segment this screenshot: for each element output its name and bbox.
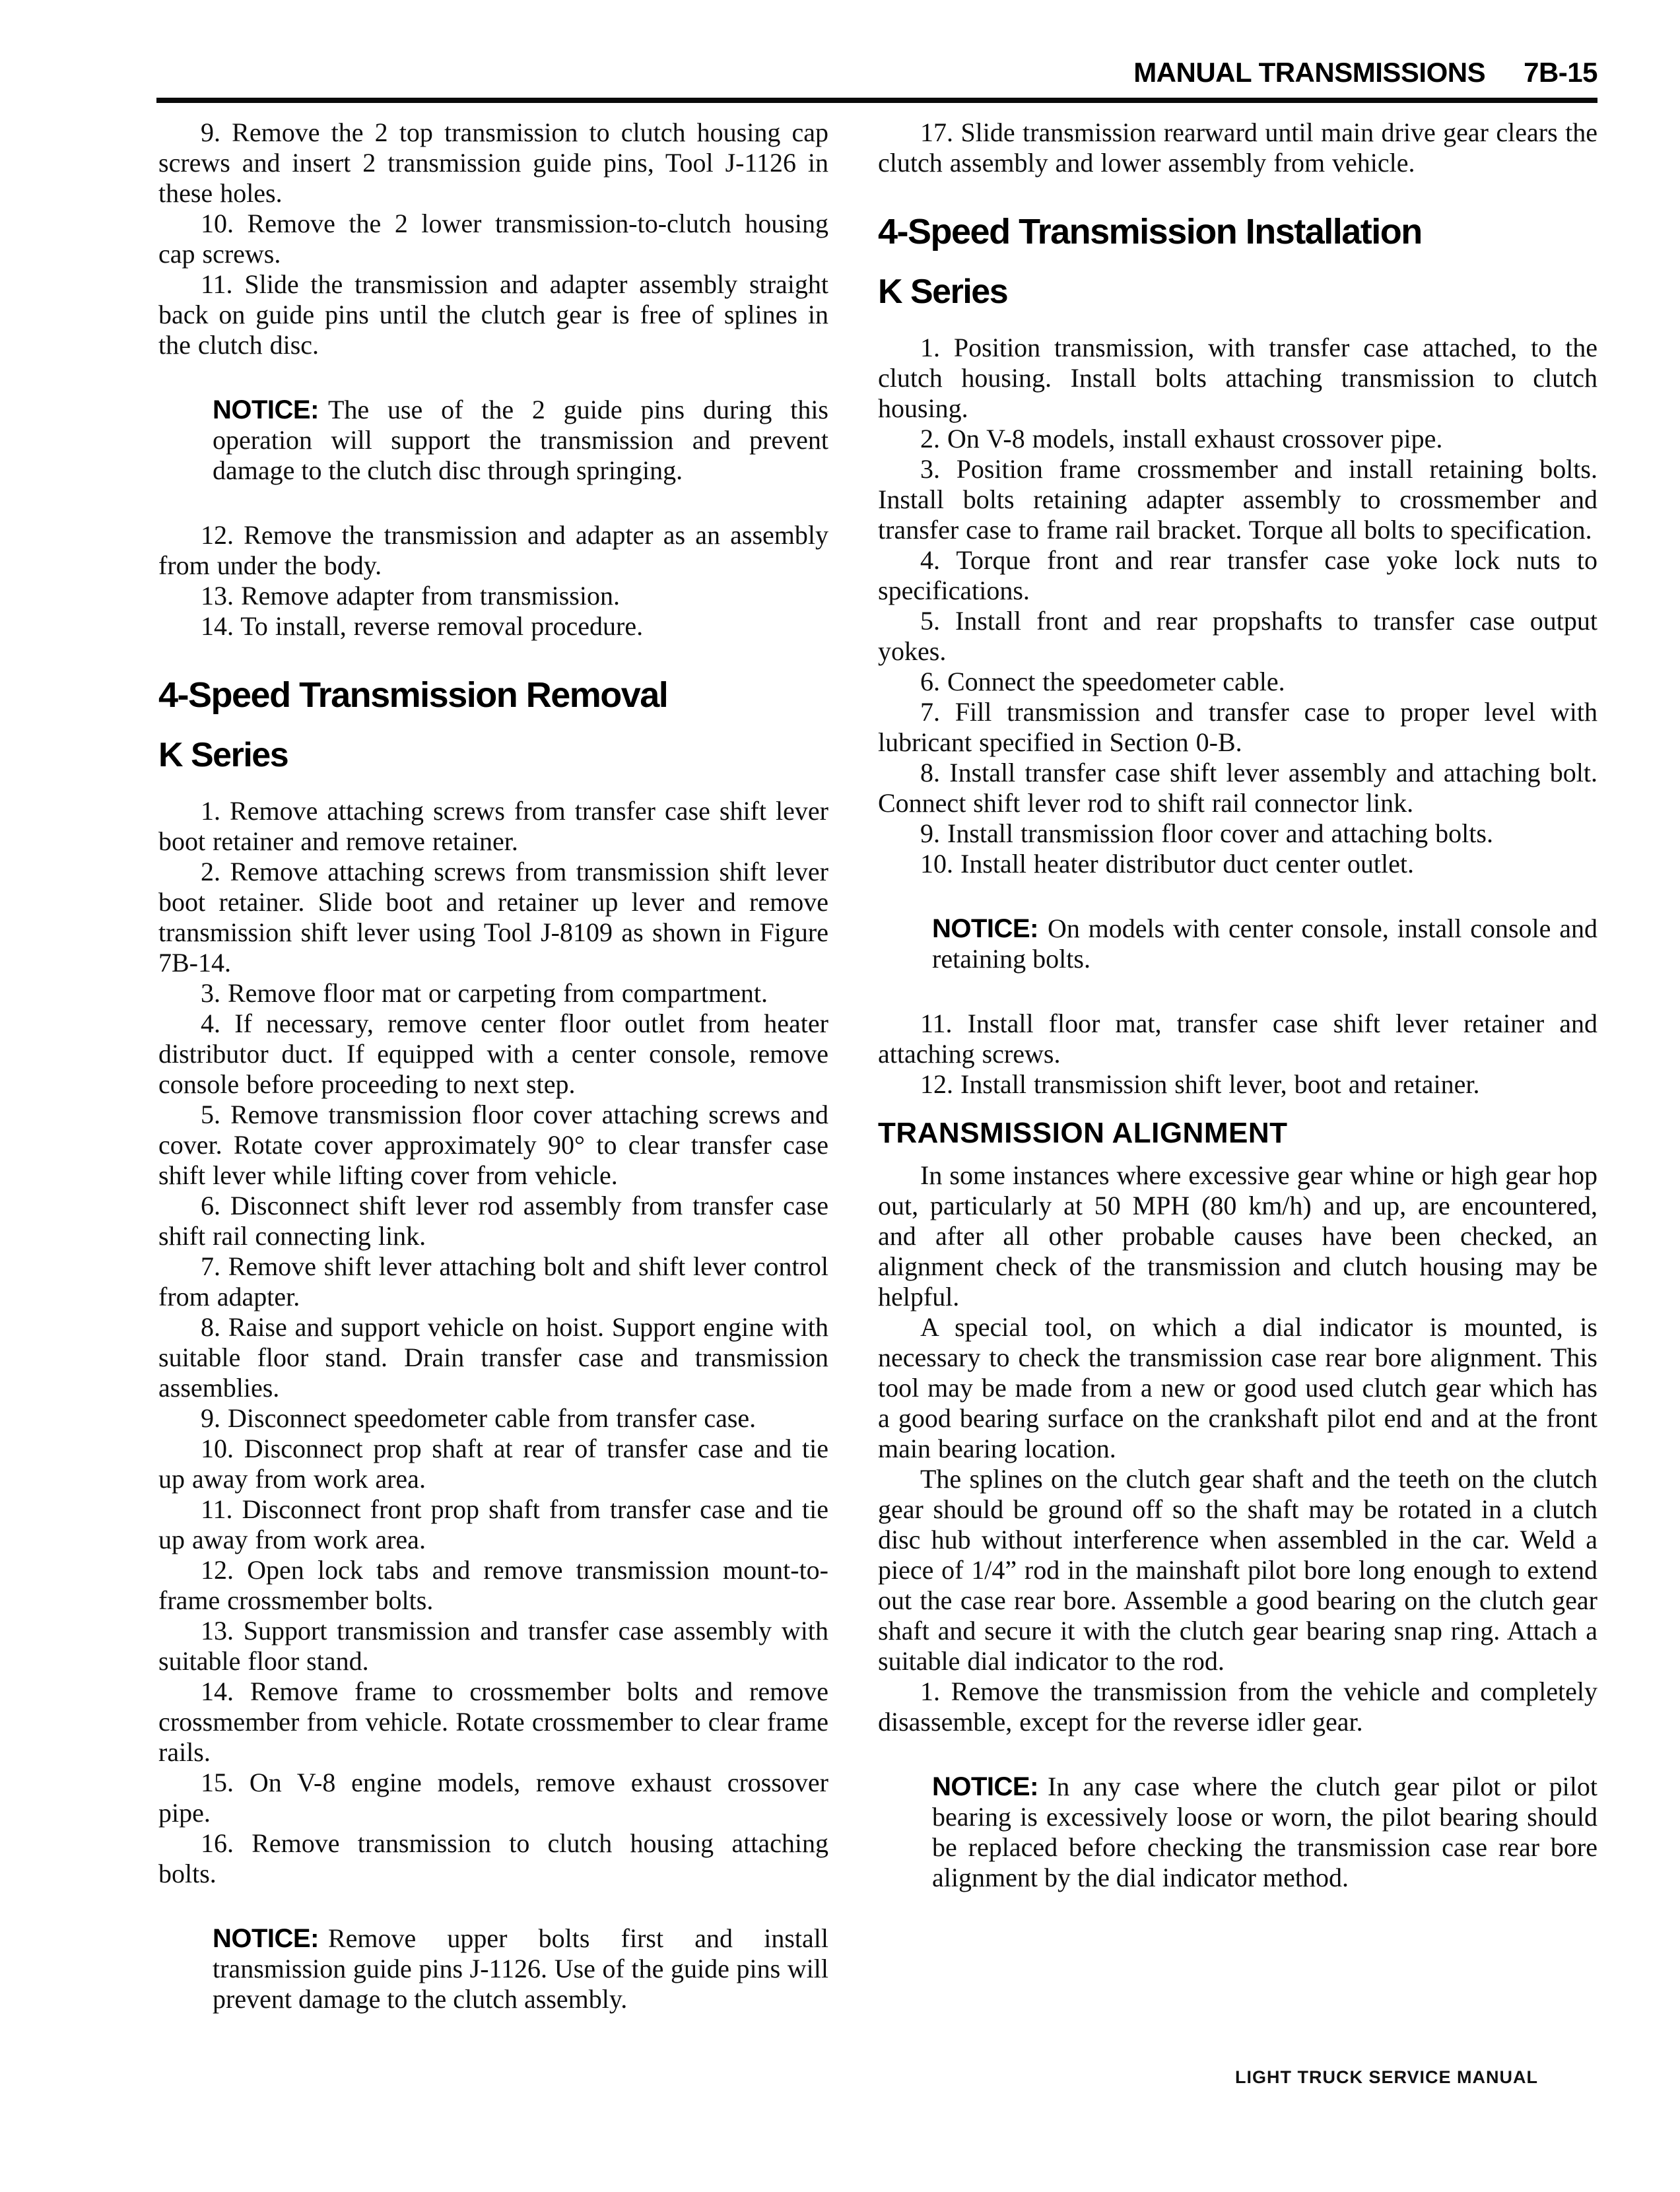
step: 1. Position transmission, with transfer case attached, to the clutch housing. Install bolts attaching transmission to clutch housing. <box>878 333 1597 423</box>
step: 10. Install heater distributor duct center outlet. <box>920 849 1414 879</box>
step: 17. Slide transmission rearward until main drive gear clears the clutch assembly and lower assembly from vehicle. <box>878 117 1597 178</box>
step: 8. Install transfer case shift lever assembly and attaching bolt. Connect shift lever rod to shift rail connector link. <box>878 758 1597 818</box>
step: 11. Disconnect front prop shaft from transfer case and tie up away from work area. <box>158 1494 828 1554</box>
paragraph: The splines on the clutch gear shaft and the teeth on the clutch gear should be ground off so the shaft may be rotated in a clutch disc hub without interference when assembled in the car. Weld a piece of 1/4” rod in the mainshaft pilot bore long enough to extend out the case rear bore. Assemble a good bearing on the clutch gear shaft and secure it with the clutch gear bearing snap ring. Attach a suitable dial indicator to the rod. <box>878 1464 1597 1676</box>
step: 14. To install, reverse removal procedure. <box>201 611 644 641</box>
notice-block <box>932 913 1597 974</box>
notice-label: NOTICE: <box>213 395 319 424</box>
notice-text: On models with center console, install console and retaining bolts. <box>932 913 1597 974</box>
notice-text: In any case where the clutch gear pilot or pilot bearing is excessively loose or worn, the pilot bearing should be replaced before checking the transmission case rear bore alignment by the dial indicator method. <box>932 1772 1597 1892</box>
header-rule <box>156 98 1597 103</box>
step: 1. Remove the transmission from the vehicle and completely disassemble, except for the reverse idler gear. <box>878 1677 1597 1737</box>
notice-label: NOTICE: <box>932 914 1038 943</box>
notice-block <box>932 1772 1597 1893</box>
notice-label: NOTICE: <box>932 1772 1038 1801</box>
notice-block <box>213 395 828 486</box>
step: 9. Disconnect speedometer cable from transfer case. <box>201 1403 756 1433</box>
notice-text: The use of the 2 guide pins during this operation will support the transmission and prevent damage to the clutch disc through springing. <box>213 395 828 485</box>
subheading-k-series: K Series <box>878 273 1008 311</box>
step: 7. Remove shift lever attaching bolt and shift lever control from adapter. <box>158 1251 828 1312</box>
page-header <box>1133 57 1597 88</box>
step: 10. Remove the 2 lower transmission-to-clutch housing cap screws. <box>158 209 828 269</box>
step: 2. Remove attaching screws from transmission shift lever boot retainer. Slide boot and retainer up lever and remove transmission shift lever using Tool J-8109 as shown in Figure 7B-14. <box>158 857 828 978</box>
notice-text: Remove upper bolts first and install transmission guide pins J-1126. Use of the guide pins will prevent damage to the clutch assembly. <box>213 1923 828 2014</box>
step: 9. Remove the 2 top transmission to clutch housing cap screws and insert 2 transmission guide pins, Tool J-1126 in these holes. <box>158 117 828 208</box>
step: 7. Fill transmission and transfer case to proper level with lubricant specified in Section 0-B. <box>878 697 1597 757</box>
step: 4. If necessary, remove center floor outlet from heater distributor duct. If equipped with a center console, remove console before proceeding to next step. <box>158 1009 828 1099</box>
step: 11. Slide the transmission and adapter assembly straight back on guide pins until the clutch gear is free of splines in the clutch disc. <box>158 269 828 360</box>
header-page-number: 7B-15 <box>1524 57 1597 88</box>
step: 14. Remove frame to crossmember bolts and remove crossmember from vehicle. Rotate crossmember to clear frame rails. <box>158 1677 828 1767</box>
section-heading-removal: 4-Speed Transmission Removal <box>158 675 668 715</box>
step: 16. Remove transmission to clutch housing attaching bolts. <box>158 1828 828 1888</box>
paragraph: In some instances where excessive gear whine or high gear hop out, particularly at 50 MPH (80 km/h) and up, are encountered, and after all other probable causes have been checked, an alignment check of the transmission and clutch housing may be helpful. <box>878 1160 1597 1312</box>
step: 5. Install front and rear propshafts to transfer case output yokes. <box>878 606 1597 666</box>
step: 6. Connect the speedometer cable. <box>920 667 1285 696</box>
paragraph: A special tool, on which a dial indicator is mounted, is necessary to check the transmission case rear bore alignment. This tool may be made from a new or good used clutch gear which has a good bearing surface on the crankshaft pilot end and at the front main bearing location. <box>878 1312 1597 1463</box>
step: 12. Install transmission shift lever, boot and retainer. <box>920 1069 1480 1099</box>
step: 13. Support transmission and transfer case assembly with suitable floor stand. <box>158 1616 828 1676</box>
subheading-k-series: K Series <box>158 736 288 774</box>
step: 1. Remove attaching screws from transfer case shift lever boot retainer and remove retainer. <box>158 796 828 856</box>
step: 5. Remove transmission floor cover attaching screws and cover. Rotate cover approximately 90° to clear transfer case shift lever while lifting cover from vehicle. <box>158 1100 828 1190</box>
section-heading-installation: 4-Speed Transmission Installation <box>878 212 1422 251</box>
step: 6. Disconnect shift lever rod assembly from transfer case shift rail connecting link. <box>158 1191 828 1251</box>
left-column <box>158 117 828 2049</box>
step: 8. Raise and support vehicle on hoist. Support engine with suitable floor stand. Drain transfer case and transmission assemblies. <box>158 1312 828 1403</box>
section-heading-alignment: TRANSMISSION ALIGNMENT <box>878 1117 1288 1149</box>
step: 11. Install floor mat, transfer case shift lever retainer and attaching screws. <box>878 1009 1597 1069</box>
notice-block <box>213 1923 828 2014</box>
step: 3. Remove floor mat or carpeting from compartment. <box>201 978 768 1008</box>
notice-label: NOTICE: <box>213 1924 319 1953</box>
header-section-title: MANUAL TRANSMISSIONS <box>1133 57 1486 88</box>
footer-text: LIGHT TRUCK SERVICE MANUAL <box>1234 2067 1538 2087</box>
step: 12. Remove the transmission and adapter as an assembly from under the body. <box>158 520 828 580</box>
step: 13. Remove adapter from transmission. <box>201 581 620 611</box>
step: 9. Install transmission floor cover and attaching bolts. <box>920 818 1493 848</box>
step: 4. Torque front and rear transfer case yoke lock nuts to specifications. <box>878 545 1597 605</box>
step: 10. Disconnect prop shaft at rear of transfer case and tie up away from work area. <box>158 1434 828 1494</box>
step: 2. On V-8 models, install exhaust crossover pipe. <box>920 424 1443 453</box>
step: 3. Position frame crossmember and install retaining bolts. Install bolts retaining adapter assembly to crossmember and transfer case to frame rail bracket. Torque all bolts to specification. <box>878 454 1597 545</box>
step: 15. On V-8 engine models, remove exhaust crossover pipe. <box>158 1768 828 1828</box>
right-column <box>878 117 1597 1927</box>
step: 12. Open lock tabs and remove transmission mount-to-frame crossmember bolts. <box>158 1555 828 1615</box>
